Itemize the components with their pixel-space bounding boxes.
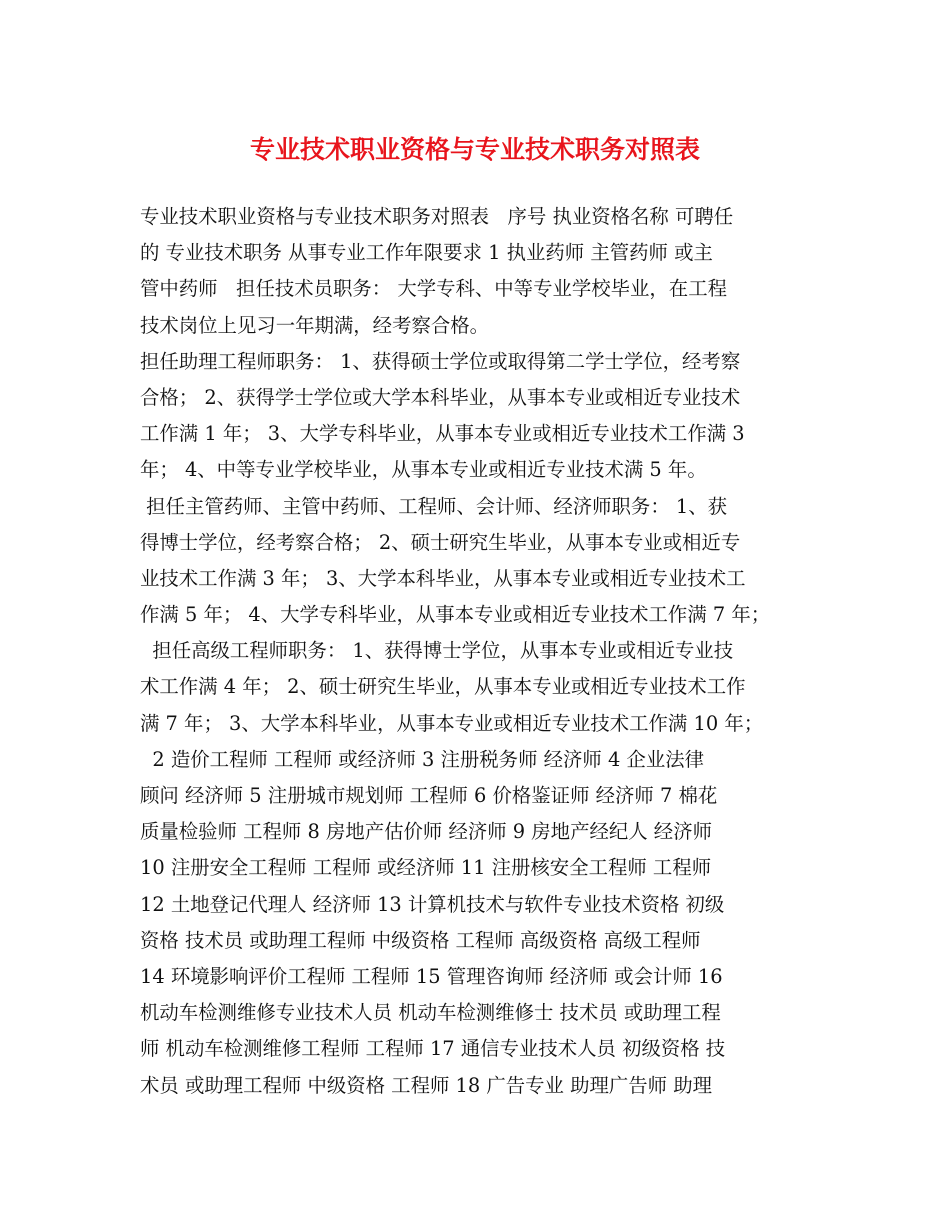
body-line-1: 专业技术职业资格与专业技术职务对照表 序号 执业资格名称 可聘任 [140,205,734,228]
body-line-20: 12 土地登记代理人 经济师 13 计算机技术与软件专业技术资格 初级 [140,892,725,916]
body-line-22: 14 环境影响评价工程师 工程师 15 管理咨询师 经济师 或会计师 16 [140,964,723,988]
body-line-21: 资格 技术员 或助理工程师 中级资格 工程师 高级资格 高级工程师 [140,928,701,952]
body-line-16: 2 造价工程师 工程师 或经济师 3 注册税务师 经济师 4 企业法律 [140,747,705,771]
body-line-6: 合格； 2、获得学士学位或大学本科毕业，从事本专业或相近专业技术 [140,385,741,409]
body-line-25: 术员 或助理工程师 中级资格 工程师 18 广告专业 助理广告师 助理 [140,1073,712,1097]
body-line-13: 担任高级工程师职务： 1、获得博士学位，从事本专业或相近专业技 [140,639,734,663]
body-line-5: 担任助理工程师职务： 1、获得硕士学位或取得第二学士学位，经考察 [140,349,741,373]
body-line-9: 担任主管药师、主管中药师、工程师、会计师、经济师职务： 1、获 [140,494,727,518]
body-line-3: 管中药师 担任技术员职务： 大学专科、中等专业学校毕业，在工程 [140,277,727,301]
body-line-2: 的 专业技术职务 从事专业工作年限要求 1 执业药师 主管药师 或主 [140,241,713,265]
body-line-23: 机动车检测维修专业技术人员 机动车检测维修士 技术员 或助理工程 [140,1001,721,1025]
body-line-7: 工作满 1 年； 3、大学专科毕业，从事本专业或相近专业技术工作满 3 [140,422,745,446]
body-line-15: 满 7 年； 3、大学本科毕业，从事本专业或相近专业技术工作满 10 年； [140,711,764,735]
body-line-14: 术工作满 4 年； 2、硕士研究生毕业，从事本专业或相近专业技术工作 [140,675,746,699]
page-title: 专业技术职业资格与专业技术职务对照表 [249,135,700,164]
body-line-8: 年； 4、中等专业学校毕业，从事本专业或相近专业技术满 5 年。 [140,458,707,482]
body-line-24: 师 机动车检测维修工程师 工程师 17 通信专业技术人员 初级资格 技 [140,1037,726,1061]
document-body [140,199,820,1104]
body-line-18: 质量检验师 工程师 8 房地产估价师 经济师 9 房地产经纪人 经济师 [140,820,712,844]
body-line-12: 作满 5 年； 4、大学专科毕业，从事本专业或相近专业技术工作满 7 年； [140,603,771,627]
body-line-10: 得博士学位，经考察合格； 2、硕士研究生毕业，从事本专业或相近专 [140,530,741,554]
body-line-19: 10 注册安全工程师 工程师 或经济师 11 注册核安全工程师 工程师 [140,856,712,880]
body-line-17: 顾问 经济师 5 注册城市规划师 工程师 6 价格鉴证师 经济师 7 棉花 [140,784,718,807]
body-line-4: 技术岗位上见习一年期满，经考察合格。 [140,313,490,337]
body-line-11: 业技术工作满 3 年； 3、大学本科毕业，从事本专业或相近专业技术工 [140,566,746,590]
